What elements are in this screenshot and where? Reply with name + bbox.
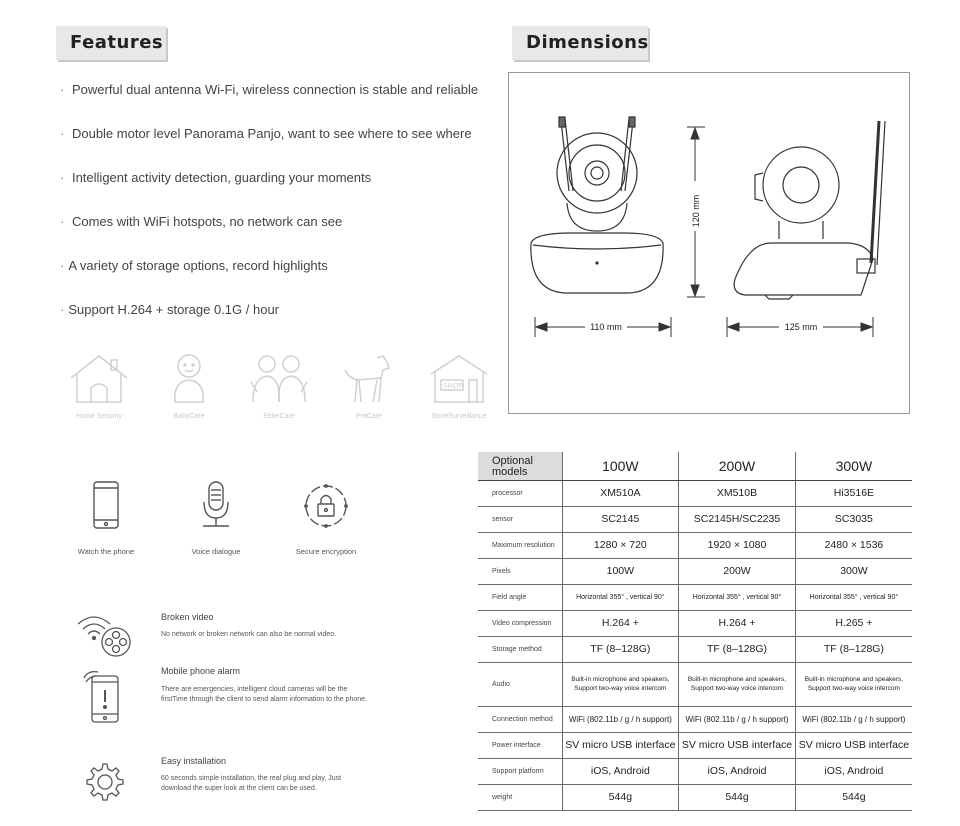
phone-alarm-icon [72, 666, 132, 726]
spec-cell: Horizontal 355° , vertical 90° [679, 584, 796, 610]
side-width-label: 125 mm [784, 322, 818, 332]
feature-item: · Support H.264 + storage 0.1G / hour [60, 302, 280, 317]
spec-row-label: Connection method [478, 706, 562, 732]
spec-row-label: Audio [478, 662, 562, 706]
svg-text:SHOP: SHOP [443, 382, 463, 390]
smartphone-icon [81, 480, 131, 536]
spec-cell: iOS, Android [795, 758, 912, 784]
spec-cell: WiFi (802.11b / g / h support) [679, 706, 796, 732]
feature-item: · Intelligent activity detection, guarding your moments [60, 170, 372, 185]
spec-cell: XM510B [679, 480, 796, 506]
benefit-easy-installation [72, 756, 372, 806]
spec-cell: 1280 × 720 [562, 532, 679, 558]
function-label: Watch the phone [77, 547, 135, 556]
feature-item: · Powerful dual antenna Wi-Fi, wireless connection is stable and reliable [60, 82, 479, 97]
spec-cell: SC3035 [795, 506, 912, 532]
spec-corner-cell: Optional models [478, 452, 562, 480]
spec-row-label: Pixels [478, 558, 562, 584]
spec-cell: SV micro USB interface [795, 732, 912, 758]
spec-cell: H.264 + [679, 610, 796, 636]
feature-item: · A variety of storage options, record highlights [60, 258, 328, 273]
spec-column-header: 100W [562, 452, 679, 480]
spec-cell: H.265 + [795, 610, 912, 636]
benefit-broken-video [72, 612, 372, 662]
spec-cell: TF (8–128G) [679, 636, 796, 662]
spec-row-label: processor [478, 480, 562, 506]
dimensions-drawing [508, 72, 910, 414]
spec-cell: 2480 × 1536 [795, 532, 912, 558]
table-row [478, 610, 912, 636]
spec-header-row [478, 452, 912, 480]
elderly-couple-icon [247, 352, 311, 406]
shop-icon [427, 352, 491, 406]
spec-row-label: weight [478, 784, 562, 810]
spec-column-header: 200W [679, 452, 796, 480]
spec-cell: SV micro USB interface [679, 732, 796, 758]
scenario-petcare [330, 352, 408, 424]
benefit-desc: 60 seconds simple installation, the real plug and play, Just download the super look at the client can be used. [161, 775, 342, 792]
scenario-store-surveillance [420, 352, 498, 424]
function-watch-phone [56, 480, 156, 570]
table-row [478, 636, 912, 662]
spec-cell: 544g [679, 784, 796, 810]
spec-row-label: Video compression [478, 610, 562, 636]
spec-cell: SC2145H/SC2235 [679, 506, 796, 532]
spec-cell: WiFi (802.11b / g / h support) [795, 706, 912, 732]
spec-cell: H.264 + [562, 610, 679, 636]
spec-row-label: Storage method [478, 636, 562, 662]
table-row [478, 732, 912, 758]
spec-row-label: Support platform [478, 758, 562, 784]
front-width-label: 110 mm [590, 322, 622, 332]
feature-item: · Comes with WiFi hotspots, no network can see [60, 214, 343, 229]
scenario-home-security [60, 352, 138, 424]
dog-icon [337, 352, 401, 406]
height-label: 120 mm [691, 194, 701, 228]
spec-row-label: Maximum resolution [478, 532, 562, 558]
spec-row-label: sensor [478, 506, 562, 532]
benefit-title: Mobile phone alarm [161, 666, 241, 676]
table-row [478, 506, 912, 532]
scenario-babycare [150, 352, 228, 424]
spec-row-label: Field angle [478, 584, 562, 610]
function-label: Secure encryption [295, 547, 357, 556]
microphone-icon [191, 480, 241, 536]
camera-drawing [509, 73, 911, 415]
spec-cell: TF (8–128G) [795, 636, 912, 662]
spec-cell: iOS, Android [562, 758, 679, 784]
table-row [478, 758, 912, 784]
spec-cell: 544g [562, 784, 679, 810]
benefit-desc: No network or broken network can also be normal video. [161, 631, 337, 638]
scenario-label: Home Security [76, 413, 122, 420]
spec-cell: 544g [795, 784, 912, 810]
dimensions-header: Dimensions [512, 26, 648, 60]
table-row [478, 784, 912, 810]
table-row [478, 662, 912, 706]
spec-cell: Horizontal 355° , vertical 90° [562, 584, 679, 610]
spec-cell: iOS, Android [679, 758, 796, 784]
spec-cell: Horizontal 355° , vertical 90° [795, 584, 912, 610]
scenario-eldercare [240, 352, 318, 424]
feature-item: · Double motor level Panorama Panjo, want to see where to see where [60, 126, 472, 141]
spec-row-label: Power interface [478, 732, 562, 758]
gear-icon [72, 756, 132, 806]
scenario-row [60, 352, 500, 424]
spec-cell: 100W [562, 558, 679, 584]
table-row [478, 706, 912, 732]
benefit-title: Broken video [161, 612, 214, 622]
table-row [478, 480, 912, 506]
function-label: Voice dialogue [191, 547, 241, 556]
function-row [56, 480, 376, 570]
spec-column-header: 300W [795, 452, 912, 480]
spec-table [478, 452, 912, 811]
spec-cell: 300W [795, 558, 912, 584]
benefit-mobile-alarm [72, 666, 372, 726]
function-secure-encryption [276, 480, 376, 570]
spec-cell: Built-in microphone and speakers, Support two-way voice intercom [679, 662, 796, 706]
padlock-icon [301, 480, 351, 536]
baby-icon [157, 352, 221, 406]
table-row [478, 558, 912, 584]
scenario-label: BabyCare [173, 413, 205, 420]
spec-cell: XM510A [562, 480, 679, 506]
spec-cell: Hi3516E [795, 480, 912, 506]
spec-cell: TF (8–128G) [562, 636, 679, 662]
house-icon [67, 352, 131, 406]
scenario-label: StoreSurveillance [431, 413, 487, 420]
spec-cell: Built-in microphone and speakers, Support two-way voice intercom [795, 662, 912, 706]
benefit-title: Easy installation [161, 756, 227, 766]
spec-cell: WiFi (802.11b / g / h support) [562, 706, 679, 732]
wifi-video-icon [72, 612, 136, 662]
table-row [478, 584, 912, 610]
features-header: Features [56, 26, 166, 60]
spec-cell: 1920 × 1080 [679, 532, 796, 558]
benefit-desc: There are emergencies, intelligent cloud cameras will be the firstTime through the client to send alarm information to the phone. [161, 686, 367, 703]
table-row [478, 532, 912, 558]
scenario-label: ElderCare [263, 413, 295, 420]
function-voice-dialogue [166, 480, 266, 570]
spec-cell: 200W [679, 558, 796, 584]
scenario-label: PetCare [356, 413, 382, 420]
spec-cell: SC2145 [562, 506, 679, 532]
feature-list [60, 80, 505, 344]
spec-cell: Built-in microphone and speakers, Support two-way voice intercom [562, 662, 679, 706]
spec-cell: SV micro USB interface [562, 732, 679, 758]
